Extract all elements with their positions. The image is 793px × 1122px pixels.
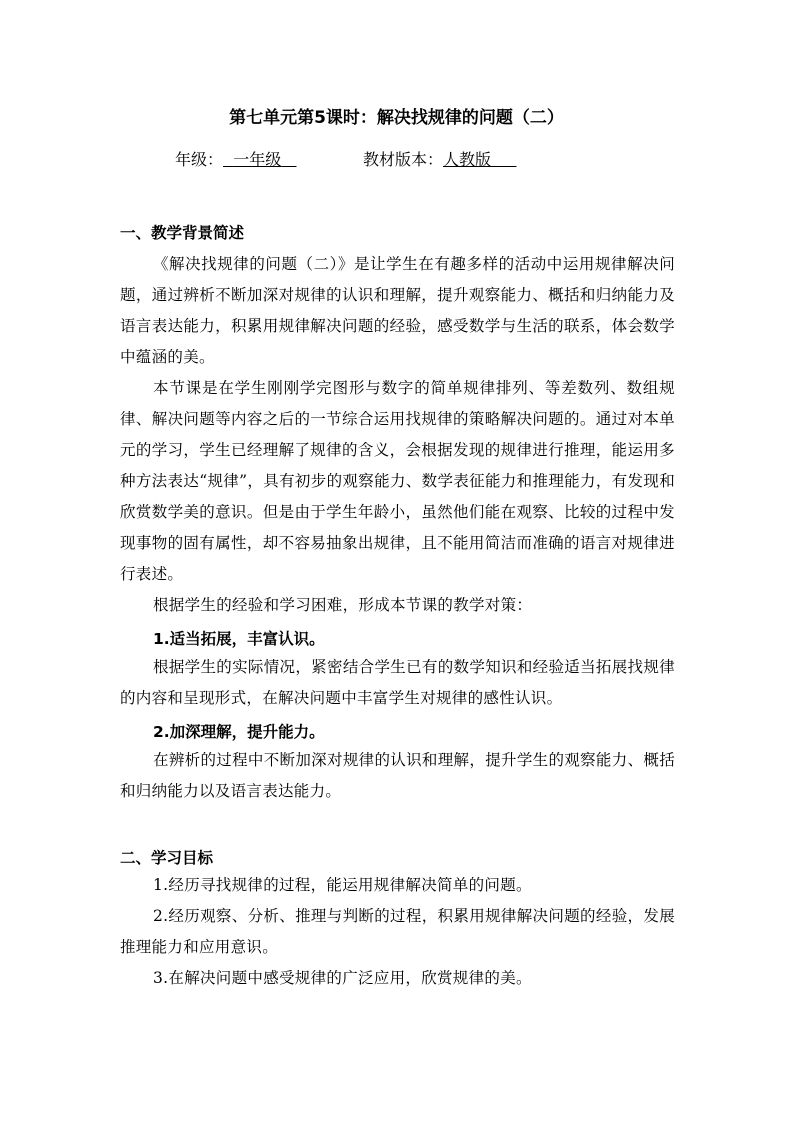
grade-label: 年级：: [175, 150, 224, 169]
section-heading-objectives: 二、学习目标: [120, 849, 214, 867]
paragraph: 《解决找规律的问题（二）》是让学生在有趣多样的活动中运用规律解决问题，通过辨析不断加深对规律的认识和理解，提升观察能力、概括和归纳能力及语言表达能力，积累用规律解决问题的经验，感受数学与生活的联系，体会数学中蕴涵的美。: [120, 255, 675, 366]
objective-item: 1.经历寻找规律的过程，能运用规律解决简单的问题。: [153, 876, 532, 894]
section-heading-background: 一、教学背景简述: [120, 224, 245, 242]
edition-value: 人教版: [443, 150, 492, 169]
paragraph: 根据学生的实际情况，紧密结合学生已有的数学知识和经验适当拓展找规律的内容和呈现形式，在解决问题中丰富学生对规律的感性认识。: [120, 658, 675, 707]
edition-info: [363, 147, 516, 170]
strategy-heading: 2.加深理解，提升能力。: [153, 723, 325, 741]
strategy-heading: 1.适当拓展，丰富认识。: [153, 630, 325, 648]
page-title: 第七单元第5课时：解决找规律的问题（二）: [229, 108, 564, 128]
grade-value: 一年级: [233, 150, 282, 169]
paragraph: 本节课是在学生刚刚学完图形与数字的简单规律排列、等差数列、数组规律、解决问题等内容之后的一节综合运用找规律的策略解决问题的。通过对本单元的学习，学生已经理解了规律的含义，会根据发现的规律进行推理，能运用多种方法表达“规律”，具有初步的观察能力、数学表征能力和推理能力，有发现和欣赏数学美的意识。但是由于学生年龄小，虽然他们能在观察、比较的过程中发现事物的固有属性，却不容易抽象出规律，且不能用简洁而准确的语言对规律进行表述。: [120, 379, 675, 583]
edition-label: 教材版本：: [363, 150, 444, 169]
objective-item: 2.经历观察、分析、推理与判断的过程，积累用规律解决问题的经验，发展推理能力和应用意识。: [120, 907, 675, 956]
paragraph: 根据学生的经验和学习困难，形成本节课的教学对策：: [153, 596, 533, 614]
objective-item: 3.在解决问题中感受规律的广泛应用，欣赏规律的美。: [153, 969, 532, 987]
paragraph: 在辨析的过程中不断加深对规律的认识和理解，提升学生的观察能力、概括和归纳能力以及语言表达能力。: [120, 751, 675, 800]
grade-info: [175, 147, 296, 170]
